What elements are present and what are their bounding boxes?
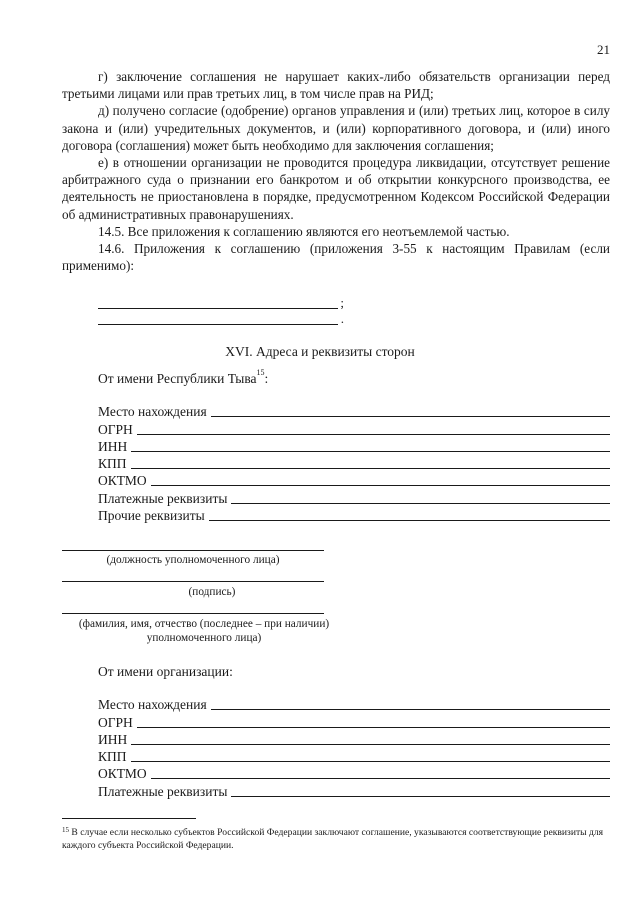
party2-heading: От имени организации: — [98, 664, 233, 679]
appendix-blank-line — [98, 324, 338, 325]
party1-requisites — [98, 403, 610, 524]
footnote-number: 15 — [62, 826, 69, 834]
requisite-line — [209, 520, 610, 521]
requisite-label: КПП — [98, 456, 127, 472]
page-number: 21 — [597, 42, 610, 57]
requisite-line — [231, 503, 610, 504]
appendix-blank-1[interactable] — [98, 297, 344, 311]
requisite-line — [137, 727, 610, 728]
appendix-blank-punct: . — [340, 311, 344, 326]
requisite-label: ОКТМО — [98, 473, 147, 489]
signature-caption: (подпись) — [188, 586, 236, 598]
requisite-line — [137, 434, 610, 435]
requisite-label: КПП — [98, 749, 127, 765]
party2-requisites — [98, 696, 610, 800]
appendix-blank-punct: ; — [340, 295, 344, 310]
requisite-line — [131, 744, 610, 745]
requisite-line — [151, 485, 610, 486]
paragraph-14-6: 14.6. Приложения к соглашению (приложения 3-55 к настоящим Правилам (если применимо): — [62, 241, 610, 274]
name-caption-line2: уполномоченного лица) — [146, 632, 262, 644]
footnote — [62, 826, 622, 852]
requisite-label: Место нахождения — [98, 404, 207, 420]
requisite-row[interactable] — [98, 403, 610, 420]
requisite-label: ОКТМО — [98, 766, 147, 782]
requisite-row[interactable] — [98, 507, 610, 524]
requisite-label: Прочие реквизиты — [98, 508, 205, 524]
name-caption-line1: (фамилия, имя, отчество (последнее – при наличии) — [78, 618, 330, 630]
requisite-label: Платежные реквизиты — [98, 783, 228, 799]
requisite-label: ОГРН — [98, 421, 133, 437]
requisite-line — [211, 416, 610, 417]
paragraph-14-5: 14.5. Все приложения к соглашению являются его неотъемлемой частью. — [98, 223, 510, 239]
requisite-line — [151, 778, 610, 779]
requisite-label: ИНН — [98, 438, 128, 454]
party1-heading-colon: : — [264, 371, 269, 386]
requisite-line — [131, 451, 610, 452]
paragraph-e: е) в отношении организации не проводится процедура ликвидации, отсутствует решение арбитражного суда о признании его банкротом и об открытии конкурсного производства, ее деятельность не приостановлена в порядке, предусмотренном Кодексом Российской Федерации об административных правонарушениях. — [62, 155, 610, 222]
requisite-row[interactable] — [98, 420, 610, 437]
requisite-row[interactable] — [98, 438, 610, 455]
requisite-row[interactable] — [98, 748, 610, 765]
position-line[interactable] — [62, 550, 324, 551]
requisite-row[interactable] — [98, 731, 610, 748]
requisite-line — [131, 468, 610, 469]
body-text — [62, 68, 610, 274]
requisite-row[interactable] — [98, 713, 610, 730]
paragraph-d: д) получено согласие (одобрение) органов управления и (или) третьих лиц, которое в силу закона и (или) учредительных документов, и (или) корпоративного договора, и (или) иного договора (соглашения) может быть необходимо для заключения соглашения; — [62, 103, 610, 153]
requisite-label: Место нахождения — [98, 697, 207, 713]
requisite-row[interactable] — [98, 472, 610, 489]
requisite-line — [131, 761, 610, 762]
requisite-line — [211, 709, 610, 710]
requisite-label: ИНН — [98, 731, 128, 747]
position-caption: (должность уполномоченного лица) — [106, 554, 280, 566]
requisite-line — [231, 796, 610, 797]
appendix-blank-2[interactable] — [98, 313, 344, 327]
requisite-row[interactable] — [98, 696, 610, 713]
paragraph-g: г) заключение соглашения не нарушает каких-либо обязательств организации перед третьими лицами или прав третьих лиц, в том числе прав на РИД; — [62, 69, 610, 102]
requisite-label: Платежные реквизиты — [98, 490, 228, 506]
requisite-row[interactable] — [98, 455, 610, 472]
party1-heading-text: От имени Республики Тыва — [98, 371, 257, 386]
party1-heading — [98, 368, 269, 387]
section-title: XVI. Адреса и реквизиты сторон — [225, 344, 415, 359]
requisite-row[interactable] — [98, 489, 610, 506]
name-line[interactable] — [62, 613, 324, 614]
footnote-ref: 15 — [256, 368, 265, 377]
signature-line[interactable] — [62, 581, 324, 582]
requisite-row[interactable] — [98, 765, 610, 782]
requisite-row[interactable] — [98, 782, 610, 799]
footnote-separator — [62, 818, 196, 819]
footnote-text: В случае если несколько субъектов Российской Федерации заключают соглашение, указываются соответствующие реквизиты для каждого субъекта Российской Федерации. — [62, 827, 604, 851]
requisite-label: ОГРН — [98, 714, 133, 730]
appendix-blank-line — [98, 308, 338, 309]
